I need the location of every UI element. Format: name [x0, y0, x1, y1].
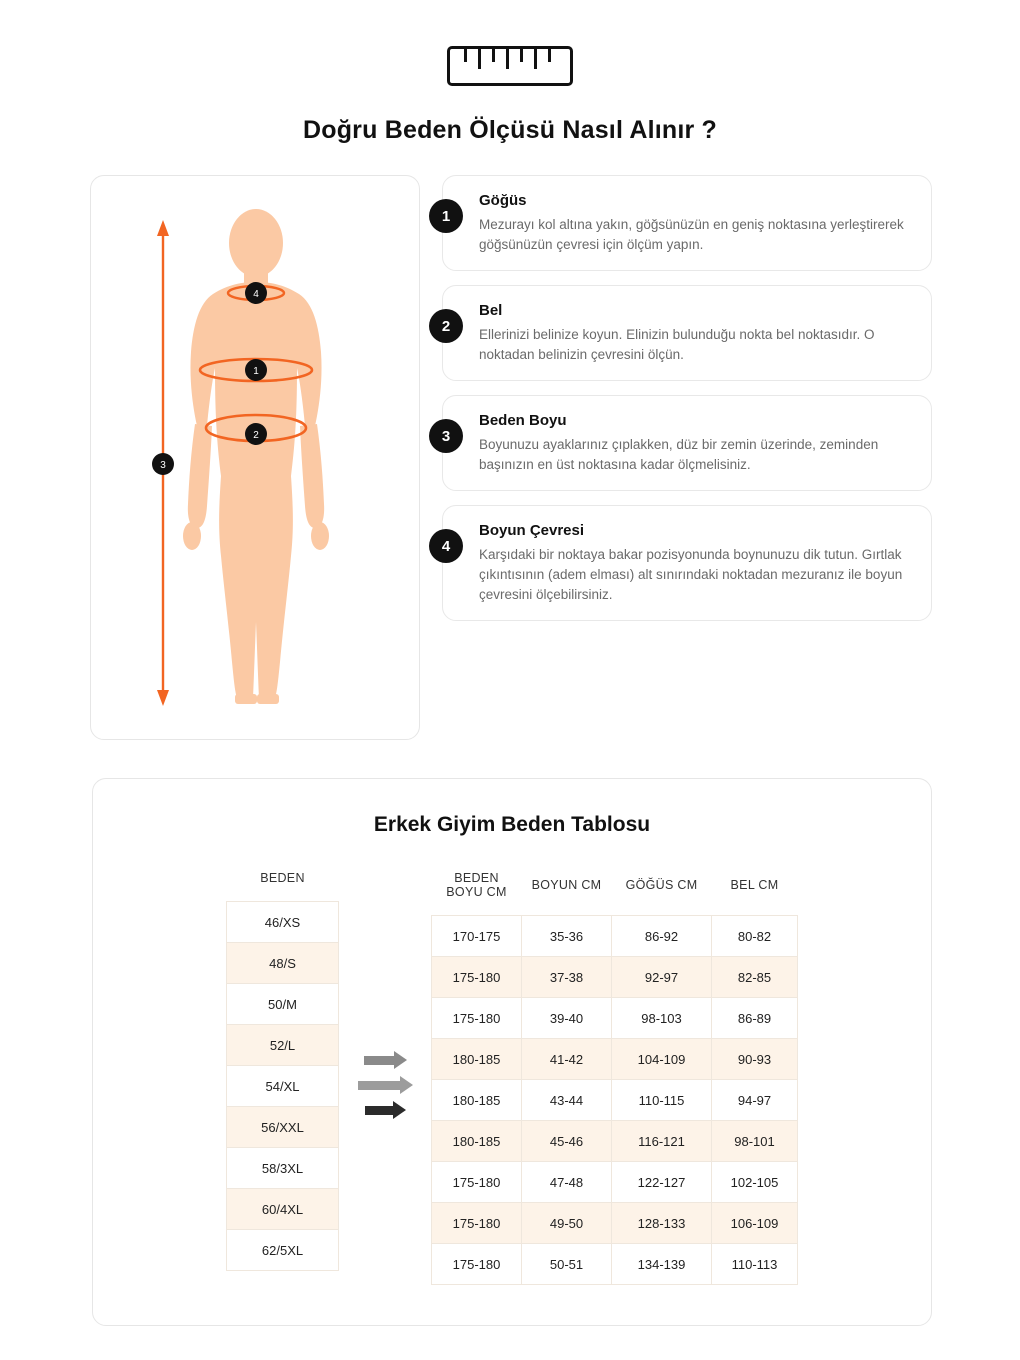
size-cell: 52/L — [227, 1025, 339, 1066]
table-row — [227, 1189, 339, 1230]
size-cell: 58/3XL — [227, 1148, 339, 1189]
table-row — [432, 998, 798, 1039]
measure-cell: 41-42 — [522, 1039, 612, 1080]
ruler-icon-container — [0, 0, 1020, 86]
table-row — [432, 1039, 798, 1080]
measure-cell: 35-36 — [522, 916, 612, 957]
measure-cell: 86-92 — [612, 916, 712, 957]
table-row — [227, 1230, 339, 1271]
table-row — [432, 957, 798, 998]
measure-cell: 80-82 — [712, 916, 798, 957]
measure-cell: 37-38 — [522, 957, 612, 998]
measure-cell: 49-50 — [522, 1203, 612, 1244]
svg-text:2: 2 — [253, 430, 259, 441]
steps-list — [442, 175, 932, 740]
measure-cell: 175-180 — [432, 1203, 522, 1244]
step-item-beden-boyu — [442, 395, 932, 491]
step-number-badge: 2 — [429, 309, 463, 343]
measure-cell: 110-115 — [612, 1080, 712, 1121]
column-header-boyun: BOYUN CM — [522, 863, 612, 916]
table-row — [227, 984, 339, 1025]
size-cell: 56/XXL — [227, 1107, 339, 1148]
body-illustration — [91, 176, 421, 741]
measure-cell: 98-101 — [712, 1121, 798, 1162]
ruler-icon — [447, 46, 573, 86]
measure-cell: 170-175 — [432, 916, 522, 957]
table-row — [432, 1203, 798, 1244]
measure-cell: 104-109 — [612, 1039, 712, 1080]
table-row — [227, 1066, 339, 1107]
measure-cell: 175-180 — [432, 1244, 522, 1285]
page-title: Doğru Beden Ölçüsü Nasıl Alınır ? — [302, 116, 718, 144]
step-title: Bel — [479, 302, 503, 320]
size-cell: 62/5XL — [227, 1230, 339, 1271]
measure-cell: 43-44 — [522, 1080, 612, 1121]
measurement-guide-section — [0, 145, 1020, 740]
size-table-card — [92, 778, 932, 1326]
measure-cell: 122-127 — [612, 1162, 712, 1203]
table-row — [432, 1244, 798, 1285]
size-right-body — [432, 916, 798, 1285]
step-item-boyun-cevresi — [442, 505, 932, 621]
size-table-right — [431, 863, 798, 1285]
measure-cell: 180-185 — [432, 1121, 522, 1162]
step-number-badge: 1 — [429, 199, 463, 233]
measure-cell: 175-180 — [432, 1162, 522, 1203]
measure-cell: 102-105 — [712, 1162, 798, 1203]
table-row — [432, 916, 798, 957]
step-text: Karşıdaki bir noktaya bakar pozisyonunda boynunuzu dik tutun. Gırtlak çıkıntısının (adem elması) alt sınırındaki noktadan mezuranız ile boyun çevresini ölçebilirsiniz. — [479, 547, 903, 602]
table-row — [227, 1107, 339, 1148]
table-row — [432, 1162, 798, 1203]
table-row — [227, 943, 339, 984]
table-row — [227, 1025, 339, 1066]
measure-cell: 92-97 — [612, 957, 712, 998]
step-number-badge: 4 — [429, 529, 463, 563]
measure-cell: 180-185 — [432, 1039, 522, 1080]
measure-cell: 94-97 — [712, 1080, 798, 1121]
size-cell: 48/S — [227, 943, 339, 984]
measure-cell: 180-185 — [432, 1080, 522, 1121]
measure-cell: 39-40 — [522, 998, 612, 1039]
size-table-title: Erkek Giyim Beden Tablosu — [373, 813, 651, 836]
table-row — [432, 1121, 798, 1162]
measure-cell: 175-180 — [432, 957, 522, 998]
step-text: Ellerinizi belinize koyun. Elinizin bulunduğu nokta bel noktasıdır. O noktadan belinizin çevresini ölçün. — [479, 327, 875, 362]
step-item-bel — [442, 285, 932, 381]
column-header-beden: BEDEN — [227, 863, 339, 902]
size-table-left — [226, 863, 339, 1271]
measure-cell: 128-133 — [612, 1203, 712, 1244]
measure-cell: 90-93 — [712, 1039, 798, 1080]
measure-cell: 134-139 — [612, 1244, 712, 1285]
measure-cell: 110-113 — [712, 1244, 798, 1285]
svg-text:1: 1 — [253, 366, 259, 377]
step-title: Beden Boyu — [479, 412, 567, 430]
size-cell: 60/4XL — [227, 1189, 339, 1230]
measure-cell: 47-48 — [522, 1162, 612, 1203]
measure-cell: 50-51 — [522, 1244, 612, 1285]
size-cell: 46/XS — [227, 902, 339, 943]
body-figure-card — [90, 175, 420, 740]
size-cell: 50/M — [227, 984, 339, 1025]
measure-cell: 86-89 — [712, 998, 798, 1039]
table-row — [227, 902, 339, 943]
svg-text:3: 3 — [160, 460, 166, 471]
step-text: Boyunuzu ayaklarınız çıplakken, düz bir zemin üzerinde, zeminden başınızın en üst noktasına kadar ölçmelisiniz. — [479, 437, 879, 472]
table-row — [432, 1080, 798, 1121]
size-table-layout — [113, 863, 911, 1285]
measure-cell: 45-46 — [522, 1121, 612, 1162]
measure-cell: 82-85 — [712, 957, 798, 998]
size-left-body — [227, 902, 339, 1271]
column-header-beden-boyu: BEDEN BOYU CM — [432, 863, 522, 916]
measure-cell: 175-180 — [432, 998, 522, 1039]
measure-cell: 98-103 — [612, 998, 712, 1039]
measure-cell: 106-109 — [712, 1203, 798, 1244]
step-item-gogus — [442, 175, 932, 271]
size-cell: 54/XL — [227, 1066, 339, 1107]
step-number-badge: 3 — [429, 419, 463, 453]
table-row — [227, 1148, 339, 1189]
step-title: Boyun Çevresi — [479, 522, 585, 540]
arrows-right-icon — [339, 863, 431, 1119]
svg-text:4: 4 — [253, 289, 259, 300]
step-text: Mezurayı kol altına yakın, göğsünüzün en geniş noktasına yerleştirerek göğsünüzün çevresi için ölçüm yapın. — [479, 217, 904, 252]
column-header-gogus: GÖĞÜS CM — [612, 863, 712, 916]
column-header-bel: BEL CM — [712, 863, 798, 916]
measure-cell: 116-121 — [612, 1121, 712, 1162]
step-title: Göğüs — [479, 192, 527, 209]
